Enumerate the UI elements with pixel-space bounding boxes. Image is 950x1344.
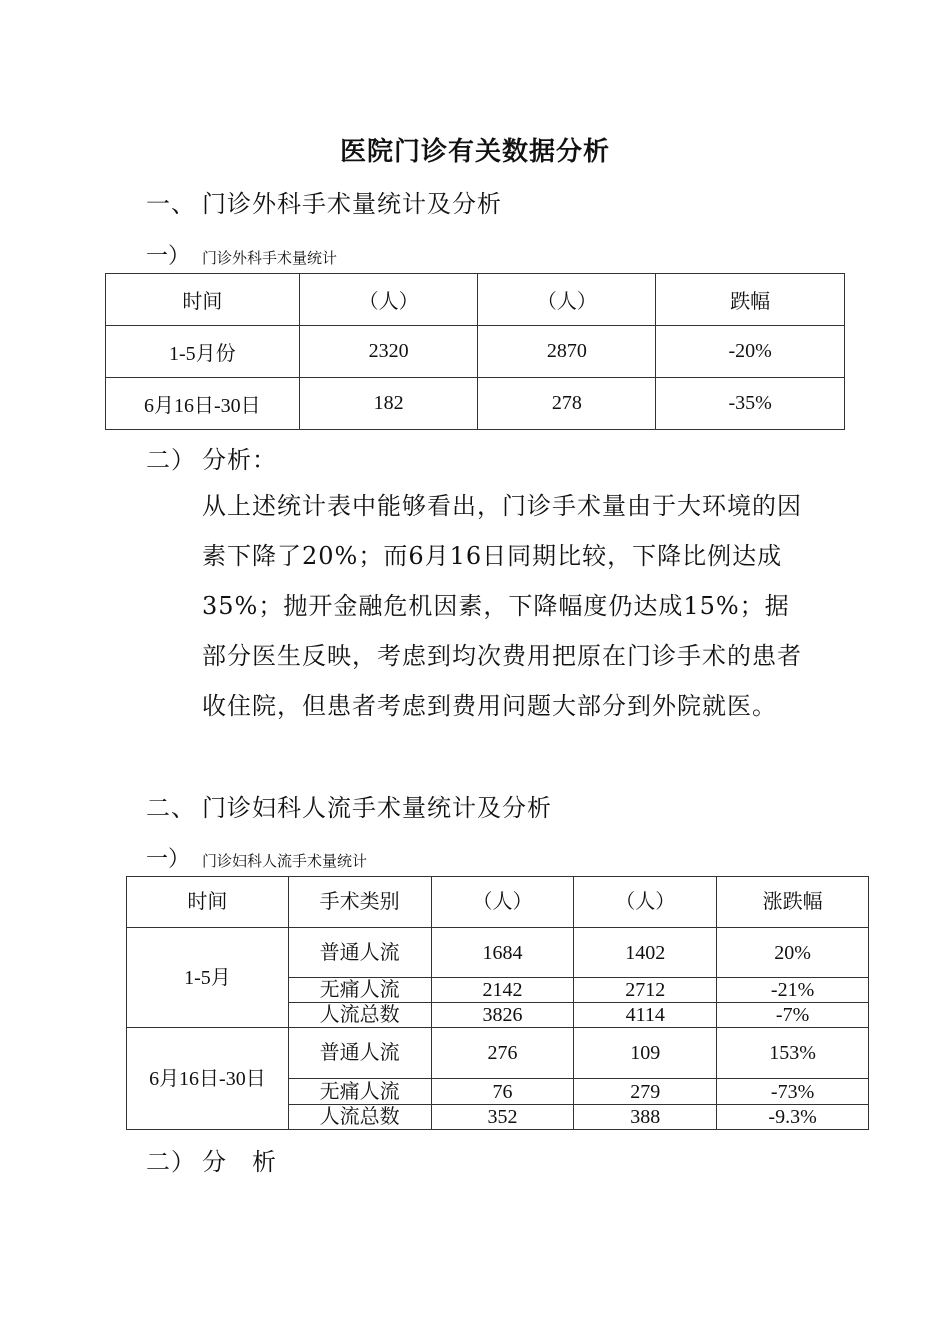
table-cell: 6月16日-30日 (106, 378, 300, 430)
table-cell: 153% (717, 1028, 869, 1079)
table-header-row (106, 274, 845, 326)
table-row (106, 378, 845, 430)
section2-sub1-heading (146, 842, 367, 873)
table-cell: -35% (656, 378, 845, 430)
table-cell: -7% (717, 1003, 869, 1028)
table-cell: 人流总数 (288, 1003, 431, 1028)
header-cell: （人） (431, 877, 574, 928)
table-cell: 普通人流 (288, 1028, 431, 1079)
section1-sub2-number: 二） (146, 446, 196, 474)
section1-heading (146, 184, 502, 219)
section1-title: 门诊外科手术量统计及分析 (202, 190, 502, 218)
section1-sub2-heading (146, 440, 277, 475)
surgery-table (105, 273, 845, 430)
table-cell: -20% (656, 326, 845, 378)
table-cell: 76 (431, 1079, 574, 1105)
section2-sub1-number: 一） (146, 847, 191, 872)
table-cell: 1-5月份 (106, 326, 300, 378)
section1-sub2-label: 分析： (202, 446, 277, 474)
table-row (127, 928, 869, 978)
header-cell: （人） (299, 274, 478, 326)
header-cell: 时间 (106, 274, 300, 326)
section1-number: 一、 (146, 190, 196, 218)
table-row (127, 1028, 869, 1079)
section1-sub1-number: 一） (146, 244, 191, 269)
header-cell: 时间 (127, 877, 289, 928)
section2-title: 门诊妇科人流手术量统计及分析 (202, 794, 552, 822)
table-cell: 2320 (299, 326, 478, 378)
period-cell (127, 1028, 289, 1130)
table-cell: 2870 (478, 326, 656, 378)
abortion-table (126, 876, 869, 1130)
table-cell: 无痛人流 (288, 1079, 431, 1105)
page-title: 医院门诊有关数据分析 (339, 137, 610, 167)
table-cell: 279 (574, 1079, 717, 1105)
table1-caption: 门诊外科手术量统计 (202, 249, 338, 267)
table-cell: 2712 (574, 978, 717, 1003)
table-cell: 276 (431, 1028, 574, 1079)
section1-sub1-heading (146, 239, 337, 270)
table-cell: 182 (299, 378, 478, 430)
table-cell: 4114 (574, 1003, 717, 1028)
table-cell: 20% (717, 928, 869, 978)
table-cell: -9.3% (717, 1105, 869, 1130)
table2-caption: 门诊妇科人流手术量统计 (202, 852, 368, 870)
section2-sub2-heading (146, 1142, 277, 1177)
table-cell: -21% (717, 978, 869, 1003)
table-cell: 1684 (431, 928, 574, 978)
table-cell: 2142 (431, 978, 574, 1003)
table-cell: 人流总数 (288, 1105, 431, 1130)
header-cell: 跌幅 (656, 274, 845, 326)
header-cell: （人） (574, 877, 717, 928)
section2-sub2-label: 分 析 (202, 1148, 277, 1176)
table-header-row (127, 877, 869, 928)
period-text: 6月16日-30日 (149, 1067, 266, 1090)
section2-number: 二、 (146, 794, 196, 822)
header-cell: （人） (478, 274, 656, 326)
header-cell: 涨跌幅 (717, 877, 869, 928)
table-cell: 1402 (574, 928, 717, 978)
period-cell: 1-5月 (127, 928, 289, 1028)
table-cell: 无痛人流 (288, 978, 431, 1003)
table-row (106, 326, 845, 378)
analysis-paragraph: 从上述统计表中能够看出，门诊手术量由于大环境的因素下降了20%；而6月16日同期比较，下降比例达成35%；抛开金融危机因素，下降幅度仍达成15%；据部分医生反映，考虑到均次费用把原在门诊手术的患者收住院，但患者考虑到费用问题大部分到外院就医。 (202, 492, 802, 720)
table-cell: 普通人流 (288, 928, 431, 978)
table-cell: 3826 (431, 1003, 574, 1028)
header-cell: 手术类别 (288, 877, 431, 928)
table-cell: 352 (431, 1105, 574, 1130)
table-cell: 109 (574, 1028, 717, 1079)
table-cell: 388 (574, 1105, 717, 1130)
section2-heading (146, 788, 552, 823)
table-cell: 278 (478, 378, 656, 430)
section2-sub2-number: 二） (146, 1148, 196, 1176)
table-cell: -73% (717, 1079, 869, 1105)
